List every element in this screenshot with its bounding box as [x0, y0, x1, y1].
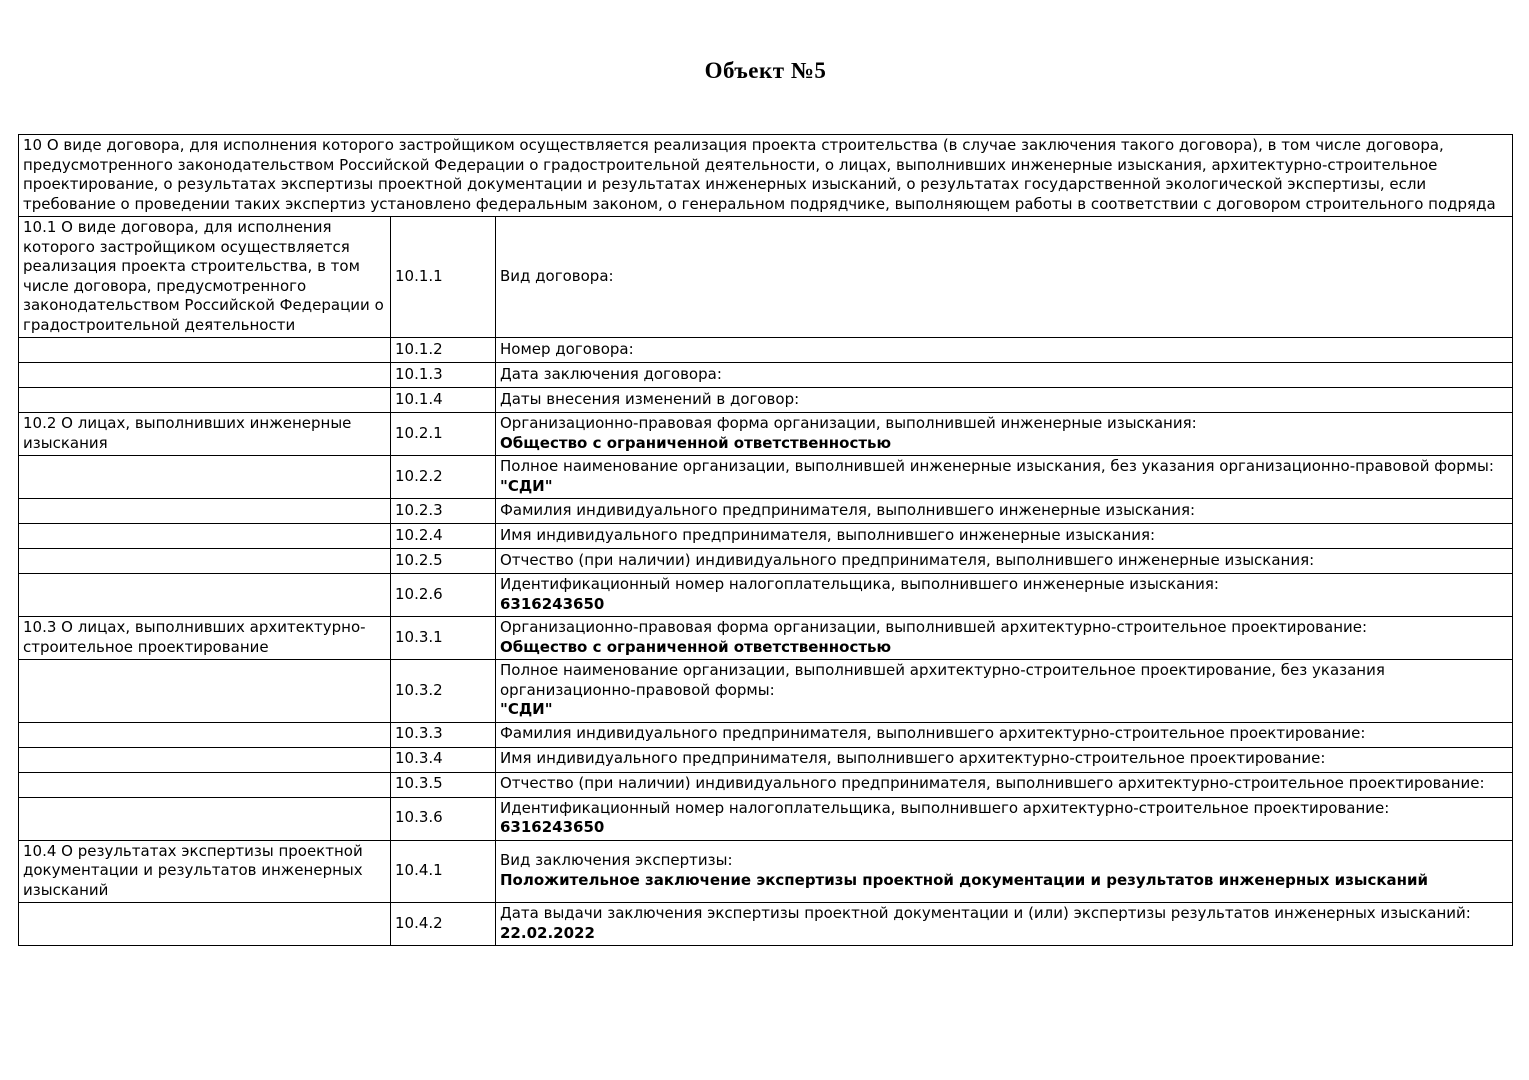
section-title-cell: 10.4 О результатах экспертизы проектной документации и результатов инженерных изысканий	[19, 840, 391, 903]
field-label: Идентификационный номер налогоплательщика, выполнившего архитектурно-строительное проектирование:	[500, 798, 1390, 817]
section-title-cell	[19, 722, 391, 747]
field-label: Фамилия индивидуального предпринимателя, выполнившего архитектурно-строительное проектирование:	[500, 724, 1366, 743]
table-row	[19, 722, 1513, 747]
field-label: Номер договора:	[500, 339, 634, 358]
row-code-cell: 10.1.4	[391, 388, 496, 413]
row-code-cell: 10.1.2	[391, 338, 496, 363]
page-title: Объект №5	[704, 58, 827, 83]
row-code-cell: 10.1.3	[391, 363, 496, 388]
table-row	[19, 903, 1513, 946]
section-title-cell	[19, 524, 391, 549]
row-code-cell: 10.2.4	[391, 524, 496, 549]
row-content-cell	[496, 840, 1513, 903]
row-content-cell	[496, 363, 1513, 388]
row-code-cell: 10.2.3	[391, 499, 496, 524]
section-title-cell	[19, 903, 391, 946]
table-row	[19, 338, 1513, 363]
row-content-cell	[496, 797, 1513, 840]
field-label: Полное наименование организации, выполнившей инженерные изыскания, без указания организационно-правовой формы:	[500, 457, 1494, 475]
row-code-cell: 10.1.1	[391, 217, 496, 338]
row-content-cell	[496, 574, 1513, 617]
row-content-cell	[496, 617, 1513, 660]
section-title-cell	[19, 747, 391, 772]
field-value: Общество с ограниченной ответственностью	[500, 637, 892, 656]
table-row	[19, 363, 1513, 388]
disclosure-table	[18, 134, 1513, 946]
field-label: Имя индивидуального предпринимателя, выполнившего архитектурно-строительное проектирование:	[500, 749, 1326, 768]
section-title-cell	[19, 797, 391, 840]
field-label: Организационно-правовая форма организации, выполнившей архитектурно-строительное проектирование:	[500, 618, 1368, 636]
field-label: Организационно-правовая форма организации, выполнившей инженерные изыскания:	[500, 414, 1197, 432]
row-code-cell: 10.2.1	[391, 413, 496, 456]
section-title-cell	[19, 456, 391, 499]
row-code-cell: 10.3.4	[391, 747, 496, 772]
section-title-cell	[19, 772, 391, 797]
row-code-cell: 10.3.1	[391, 617, 496, 660]
section-title-cell	[19, 660, 391, 723]
row-code-cell: 10.3.6	[391, 797, 496, 840]
row-code-cell: 10.4.1	[391, 840, 496, 903]
field-label: Отчество (при наличии) индивидуального предпринимателя, выполнившего инженерные изыскания:	[500, 550, 1315, 569]
table-row	[19, 660, 1513, 723]
section-title-cell	[19, 388, 391, 413]
row-code-cell: 10.2.2	[391, 456, 496, 499]
field-value: "СДИ"	[500, 700, 553, 718]
row-content-cell	[496, 772, 1513, 797]
row-content-cell	[496, 388, 1513, 413]
row-content-cell	[496, 747, 1513, 772]
section-title-cell	[19, 499, 391, 524]
table-row	[19, 747, 1513, 772]
section-title-cell	[19, 574, 391, 617]
row-code-cell: 10.3.2	[391, 660, 496, 723]
table-row	[19, 499, 1513, 524]
row-content-cell	[496, 413, 1513, 456]
row-code-cell: 10.2.6	[391, 574, 496, 617]
row-content-cell	[496, 217, 1513, 338]
section-title-cell	[19, 363, 391, 388]
field-label: Идентификационный номер налогоплательщика, выполнившего инженерные изыскания:	[500, 575, 1219, 593]
table-row	[19, 840, 1513, 903]
field-value: 6316243650	[500, 818, 605, 836]
section-title-cell: 10.2 О лицах, выполнивших инженерные изыскания	[19, 413, 391, 456]
field-label: Фамилия индивидуального предпринимателя, выполнившего инженерные изыскания:	[500, 500, 1196, 519]
table-row	[19, 574, 1513, 617]
table-row	[19, 456, 1513, 499]
row-content-cell	[496, 722, 1513, 747]
row-content-cell	[496, 660, 1513, 723]
row-code-cell: 10.2.5	[391, 549, 496, 574]
row-code-cell: 10.3.5	[391, 772, 496, 797]
table-row	[19, 388, 1513, 413]
field-label: Вид заключения экспертизы:	[500, 851, 733, 870]
field-label: Дата выдачи заключения экспертизы проектной документации и (или) экспертизы результатов инженерных изысканий:	[500, 904, 1471, 922]
section-title-cell: 10.1 О виде договора, для исполнения которого застройщиком осуществляется реализация проекта строительства, в том числе договора, предусмотренного законодательством Российской Федерации о градостроительной деятельности	[19, 217, 391, 338]
row-content-cell	[496, 456, 1513, 499]
table-row	[19, 617, 1513, 660]
row-code-cell: 10.3.3	[391, 722, 496, 747]
row-content-cell	[496, 549, 1513, 574]
table-row	[19, 524, 1513, 549]
field-value: 22.02.2022	[500, 923, 595, 942]
row-content-cell	[496, 524, 1513, 549]
field-value: 6316243650	[500, 594, 605, 613]
section-title-cell	[19, 338, 391, 363]
field-label: Даты внесения изменений в договор:	[500, 389, 800, 408]
field-label: Имя индивидуального предпринимателя, выполнившего инженерные изыскания:	[500, 525, 1156, 544]
table-row	[19, 217, 1513, 338]
table-row	[19, 797, 1513, 840]
row-content-cell	[496, 903, 1513, 946]
field-label: Отчество (при наличии) индивидуального предпринимателя, выполнившего архитектурно-строительное проектирование:	[500, 774, 1485, 793]
table-row	[19, 413, 1513, 456]
field-value: Общество с ограниченной ответственностью	[500, 433, 892, 452]
field-value: "СДИ"	[500, 476, 553, 495]
field-label: Дата заключения договора:	[500, 364, 722, 383]
table-row	[19, 549, 1513, 574]
section-title-cell: 10.3 О лицах, выполнивших архитектурно-строительное проектирование	[19, 617, 391, 660]
row-code-cell: 10.4.2	[391, 903, 496, 946]
table-body	[19, 135, 1513, 946]
field-value: Положительное заключение экспертизы проектной документации и результатов инженерных изысканий	[500, 870, 1429, 889]
row-content-cell	[496, 338, 1513, 363]
section-10-header-cell: 10 О виде договора, для исполнения которого застройщиком осуществляется реализация проекта строительства (в случае заключения такого договора), в том числе договора, предусмотренного законодательством Российской Федерации о градостроительной деятельности, о лицах, выполнивших инженерные изыскания, архитектурно-строительное проектирование, о результатах экспертизы проектной документации и результатах инженерных изысканий, о результатах государственной экологической экспертизы, если требование о проведении таких экспертиз установлено федеральным законом, о генеральном подрядчике, выполняющем работы в соответствии с договором строительного подряда	[19, 135, 1513, 217]
row-content-cell	[496, 499, 1513, 524]
table-header-row	[19, 135, 1513, 217]
section-title-cell	[19, 549, 391, 574]
table-row	[19, 772, 1513, 797]
field-label: Вид договора:	[500, 266, 614, 285]
field-label: Полное наименование организации, выполнившей архитектурно-строительное проектирование, без указания организационно-правовой формы:	[500, 661, 1385, 699]
